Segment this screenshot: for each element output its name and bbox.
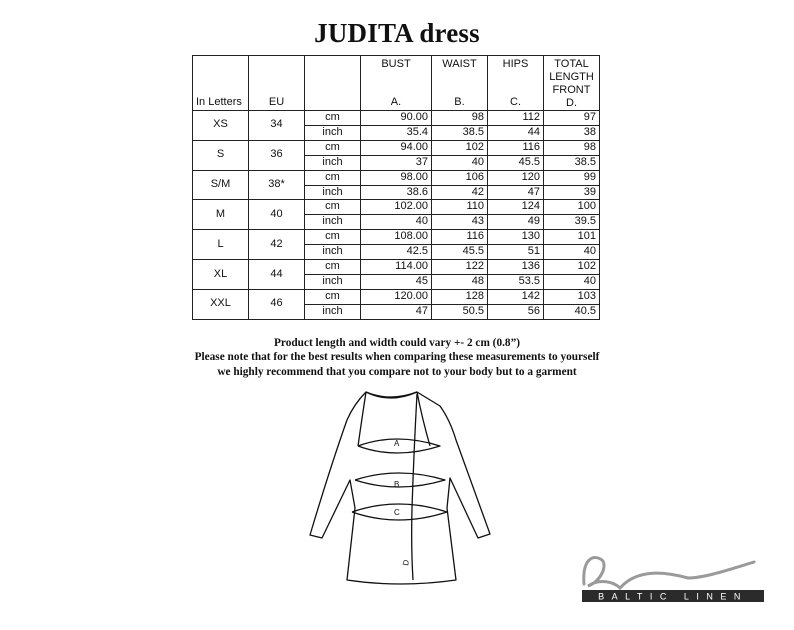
header-total-letter: D. [566, 97, 577, 109]
size-eu: 34 [249, 111, 305, 141]
dress-measurement-diagram [300, 388, 500, 588]
length-cm: 103 [544, 289, 600, 304]
header-bust [361, 56, 432, 111]
note-line-3: we highly recommend that you compare not to your body but to a garment [217, 365, 577, 378]
hips-cm: 112 [488, 111, 544, 126]
table-row [193, 140, 600, 155]
length-cm: 100 [544, 200, 600, 215]
unit-cm: cm [305, 111, 361, 126]
header-unit [305, 56, 361, 111]
unit-inch: inch [305, 215, 361, 230]
label-b: B [394, 480, 400, 489]
size-eu: 42 [249, 230, 305, 260]
unit-inch: inch [305, 155, 361, 170]
right-armhole-seam [417, 392, 430, 446]
hips-cm: 130 [488, 230, 544, 245]
waist-cm: 102 [432, 140, 488, 155]
hips-inch: 53.5 [488, 274, 544, 289]
size-letter: XS [193, 111, 249, 141]
bust-inch: 42.5 [361, 245, 432, 260]
unit-cm: cm [305, 140, 361, 155]
dress-outline [310, 392, 490, 584]
size-letter: S/M [193, 170, 249, 200]
length-inch: 40.5 [544, 304, 600, 319]
waist-inch: 42 [432, 185, 488, 200]
bust-cm: 114.00 [361, 260, 432, 275]
size-letter: L [193, 230, 249, 260]
unit-cm: cm [305, 289, 361, 304]
header-waist-label: WAIST [442, 58, 477, 70]
header-hips-letter: C. [510, 96, 521, 109]
size-eu: 46 [249, 289, 305, 319]
hips-inch: 47 [488, 185, 544, 200]
length-inch: 40 [544, 274, 600, 289]
unit-inch: inch [305, 304, 361, 319]
bust-cm: 120.00 [361, 289, 432, 304]
hips-inch: 49 [488, 215, 544, 230]
label-a: A [394, 439, 400, 448]
logo-text: BALTIC LINEN [598, 591, 748, 602]
waist-inch: 38.5 [432, 125, 488, 140]
size-eu: 36 [249, 140, 305, 170]
bust-cm: 102.00 [361, 200, 432, 215]
bust-cm: 108.00 [361, 230, 432, 245]
header-total-line1: TOTAL [554, 58, 589, 70]
table-header-row [193, 56, 600, 111]
hips-cm: 142 [488, 289, 544, 304]
waist-cm: 106 [432, 170, 488, 185]
header-total-line3: FRONT [552, 84, 591, 96]
hips-cm: 124 [488, 200, 544, 215]
bust-cm: 98.00 [361, 170, 432, 185]
unit-cm: cm [305, 230, 361, 245]
header-hips [488, 56, 544, 111]
dress-neckline [366, 392, 417, 397]
waist-cm: 110 [432, 200, 488, 215]
size-eu: 40 [249, 200, 305, 230]
waist-inch: 45.5 [432, 245, 488, 260]
hips-inch: 44 [488, 125, 544, 140]
waist-inch: 50.5 [432, 304, 488, 319]
label-d: D [401, 559, 411, 567]
header-waist-letter: B. [454, 96, 465, 109]
size-eu: 38* [249, 170, 305, 200]
hips-cm: 136 [488, 260, 544, 275]
waist-cm: 116 [432, 230, 488, 245]
baltic-linen-logo [578, 548, 768, 611]
hips-inch: 56 [488, 304, 544, 319]
header-total-length [544, 56, 600, 111]
hips-inch: 51 [488, 245, 544, 260]
header-eu: EU [249, 56, 305, 111]
header-bust-letter: A. [390, 96, 402, 109]
waist-cm: 128 [432, 289, 488, 304]
size-letter: XXL [193, 289, 249, 319]
header-hips-label: HIPS [502, 58, 529, 70]
length-cm: 97 [544, 111, 600, 126]
bust-inch: 38.6 [361, 185, 432, 200]
length-inch: 38 [544, 125, 600, 140]
length-cm: 101 [544, 230, 600, 245]
table-row [193, 200, 600, 215]
header-waist [432, 56, 488, 111]
length-cm: 99 [544, 170, 600, 185]
length-cm: 102 [544, 260, 600, 275]
size-eu: 44 [249, 260, 305, 290]
measure-line-b [355, 473, 445, 487]
waist-cm: 122 [432, 260, 488, 275]
size-letter: XL [193, 260, 249, 290]
length-cm: 98 [544, 140, 600, 155]
unit-cm: cm [305, 170, 361, 185]
label-c: C [394, 508, 400, 517]
page-title: JUDITA dress [314, 18, 480, 48]
bust-inch: 40 [361, 215, 432, 230]
unit-inch: inch [305, 125, 361, 140]
measurement-notes [0, 336, 794, 379]
length-inch: 39.5 [544, 215, 600, 230]
baltic-linen-script-logo-icon [578, 548, 768, 606]
table-row [193, 170, 600, 185]
unit-cm: cm [305, 200, 361, 215]
waist-inch: 40 [432, 155, 488, 170]
hips-inch: 45.5 [488, 155, 544, 170]
hips-cm: 120 [488, 170, 544, 185]
bust-cm: 90.00 [361, 111, 432, 126]
size-chart-table [192, 55, 600, 320]
note-line-1: Product length and width could vary +- 2 cm (0.8”) [274, 337, 520, 349]
unit-inch: inch [305, 185, 361, 200]
unit-cm: cm [305, 260, 361, 275]
waist-cm: 98 [432, 111, 488, 126]
length-inch: 39 [544, 185, 600, 200]
waist-inch: 48 [432, 274, 488, 289]
table-row [193, 111, 600, 126]
bust-inch: 45 [361, 274, 432, 289]
bust-inch: 35.4 [361, 125, 432, 140]
header-total-line2: LENGTH [549, 71, 594, 83]
table-row [193, 260, 600, 275]
length-inch: 38.5 [544, 155, 600, 170]
header-bust-label: BUST [381, 58, 411, 70]
note-line-2: Please note that for the best results when comparing these measurements to yourself [194, 351, 600, 364]
table-row [193, 230, 600, 245]
waist-inch: 43 [432, 215, 488, 230]
size-letter: S [193, 140, 249, 170]
unit-inch: inch [305, 274, 361, 289]
header-in-letters: In Letters [193, 56, 249, 111]
bust-cm: 94.00 [361, 140, 432, 155]
bust-inch: 47 [361, 304, 432, 319]
measure-line-d [412, 394, 417, 580]
table-row [193, 289, 600, 304]
length-inch: 40 [544, 245, 600, 260]
unit-inch: inch [305, 245, 361, 260]
bust-inch: 37 [361, 155, 432, 170]
size-letter: M [193, 200, 249, 230]
hips-cm: 116 [488, 140, 544, 155]
